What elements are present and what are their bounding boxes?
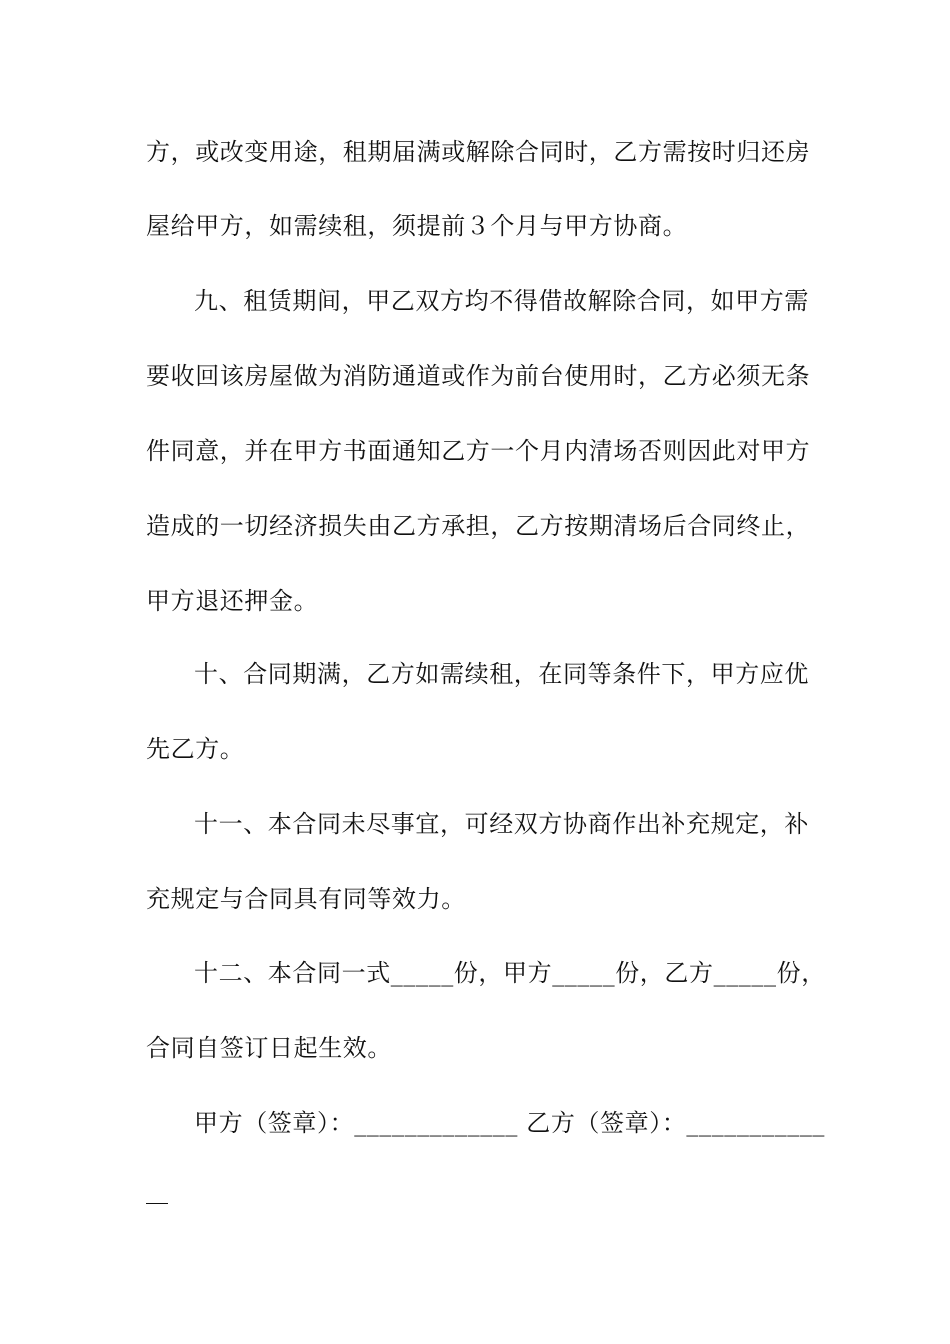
clause-10-heading-line: 十、合同期满，乙方如需续租，在同等条件下，甲方应优 bbox=[194, 660, 809, 688]
paragraph-line: 甲方退还押金。 bbox=[146, 587, 319, 615]
paragraph-line: 要收回该房屋做为消防通道或作为前台使用时，乙方必须无条 bbox=[146, 362, 811, 390]
signature-underline-continuation bbox=[146, 1203, 168, 1204]
paragraph-line: 屋给甲方，如需续租，须提前３个月与甲方协商。 bbox=[146, 212, 688, 240]
signature-line: 甲方（签章）：_____________ 乙方（签章）：___________ bbox=[194, 1109, 826, 1137]
paragraph-line: 先乙方。 bbox=[146, 735, 245, 763]
clause-9-heading-line: 九、租赁期间，甲乙双方均不得借故解除合同，如甲方需 bbox=[194, 287, 809, 315]
paragraph-line: 件同意，并在甲方书面通知乙方一个月内清场否则因此对甲方 bbox=[146, 437, 811, 465]
paragraph-line: 方，或改变用途，租期届满或解除合同时，乙方需按时归还房 bbox=[146, 138, 811, 166]
paragraph-line: 合同自签订日起生效。 bbox=[146, 1034, 392, 1062]
clause-12-heading-line: 十二、本合同一式_____份，甲方_____份，乙方_____份， bbox=[194, 959, 826, 987]
clause-11-heading-line: 十一、本合同未尽事宜，可经双方协商作出补充规定，补 bbox=[194, 810, 809, 838]
paragraph-line: 充规定与合同具有同等效力。 bbox=[146, 885, 466, 913]
paragraph-line: 造成的一切经济损失由乙方承担，乙方按期清场后合同终止， bbox=[146, 512, 811, 540]
